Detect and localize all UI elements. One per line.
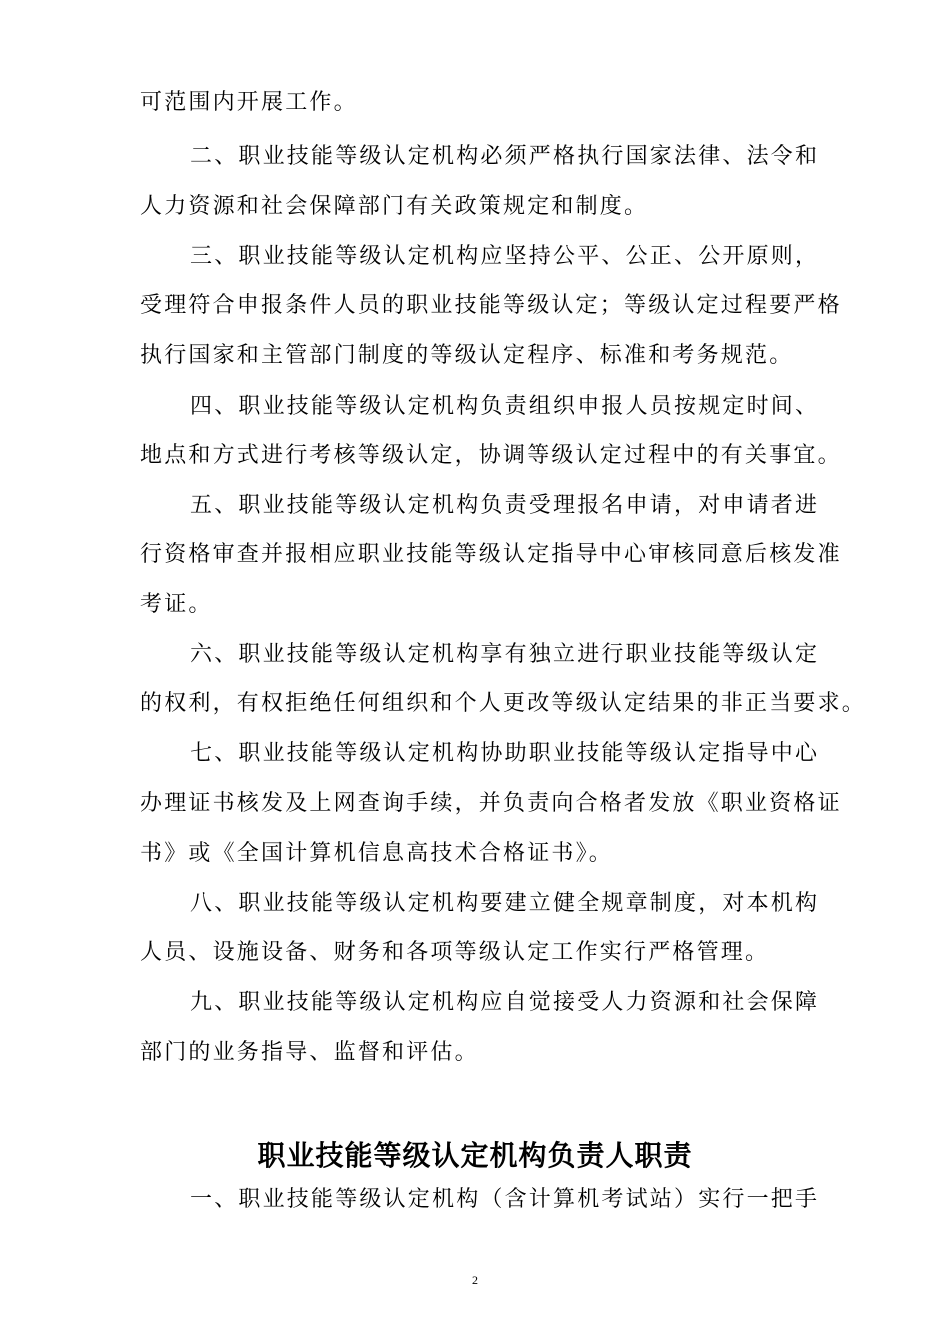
paragraph-line: 四、职业技能等级认定机构负责组织申报人员按规定时间、 bbox=[190, 394, 820, 419]
paragraph-line: 五、职业技能等级认定机构负责受理报名申请，对申请者进 bbox=[190, 493, 820, 518]
section-heading: 职业技能等级认定机构负责人职责 bbox=[257, 1139, 693, 1172]
paragraph-line: 书》或《全国计算机信息高技术合格证书》。 bbox=[140, 841, 614, 866]
paragraph-line: 八、职业技能等级认定机构要建立健全规章制度，对本机构 bbox=[190, 891, 820, 916]
paragraph-line: 行资格审查并报相应职业技能等级认定指导中心审核同意后核发准 bbox=[140, 542, 842, 567]
paragraph-line: 六、职业技能等级认定机构享有独立进行职业技能等级认定 bbox=[190, 642, 820, 667]
paragraph-line: 三、职业技能等级认定机构应坚持公平、公正、公开原则， bbox=[190, 244, 820, 269]
paragraph-line: 一、职业技能等级认定机构（含计算机考试站）实行一把手 bbox=[190, 1187, 820, 1212]
paragraph-line: 可范围内开展工作。 bbox=[140, 90, 358, 115]
paragraph-line: 七、职业技能等级认定机构协助职业技能等级认定指导中心 bbox=[190, 741, 820, 766]
paragraph-line: 执行国家和主管部门制度的等级认定程序、标准和考务规范。 bbox=[140, 343, 794, 368]
paragraph-line: 人力资源和社会保障部门有关政策规定和制度。 bbox=[140, 194, 649, 219]
paragraph-line: 受理符合申报条件人员的职业技能等级认定；等级认定过程要严格 bbox=[140, 293, 842, 318]
paragraph-line: 办理证书核发及上网查询手续，并负责向合格者发放《职业资格证 bbox=[140, 791, 842, 816]
page-number: 2 bbox=[472, 1273, 478, 1287]
paragraph-line: 人员、设施设备、财务和各项等级认定工作实行严格管理。 bbox=[140, 940, 770, 965]
paragraph-line: 考证。 bbox=[140, 592, 213, 617]
paragraph-line: 地点和方式进行考核等级认定，协调等级认定过程中的有关事宜。 bbox=[140, 443, 842, 468]
paragraph-line: 部门的业务指导、监督和评估。 bbox=[140, 1040, 479, 1065]
paragraph-line: 九、职业技能等级认定机构应自觉接受人力资源和社会保障 bbox=[190, 990, 820, 1015]
paragraph-line: 二、职业技能等级认定机构必须严格执行国家法律、法令和 bbox=[190, 144, 820, 169]
paragraph-line: 的权利，有权拒绝任何组织和个人更改等级认定结果的非正当要求。 bbox=[140, 691, 867, 716]
